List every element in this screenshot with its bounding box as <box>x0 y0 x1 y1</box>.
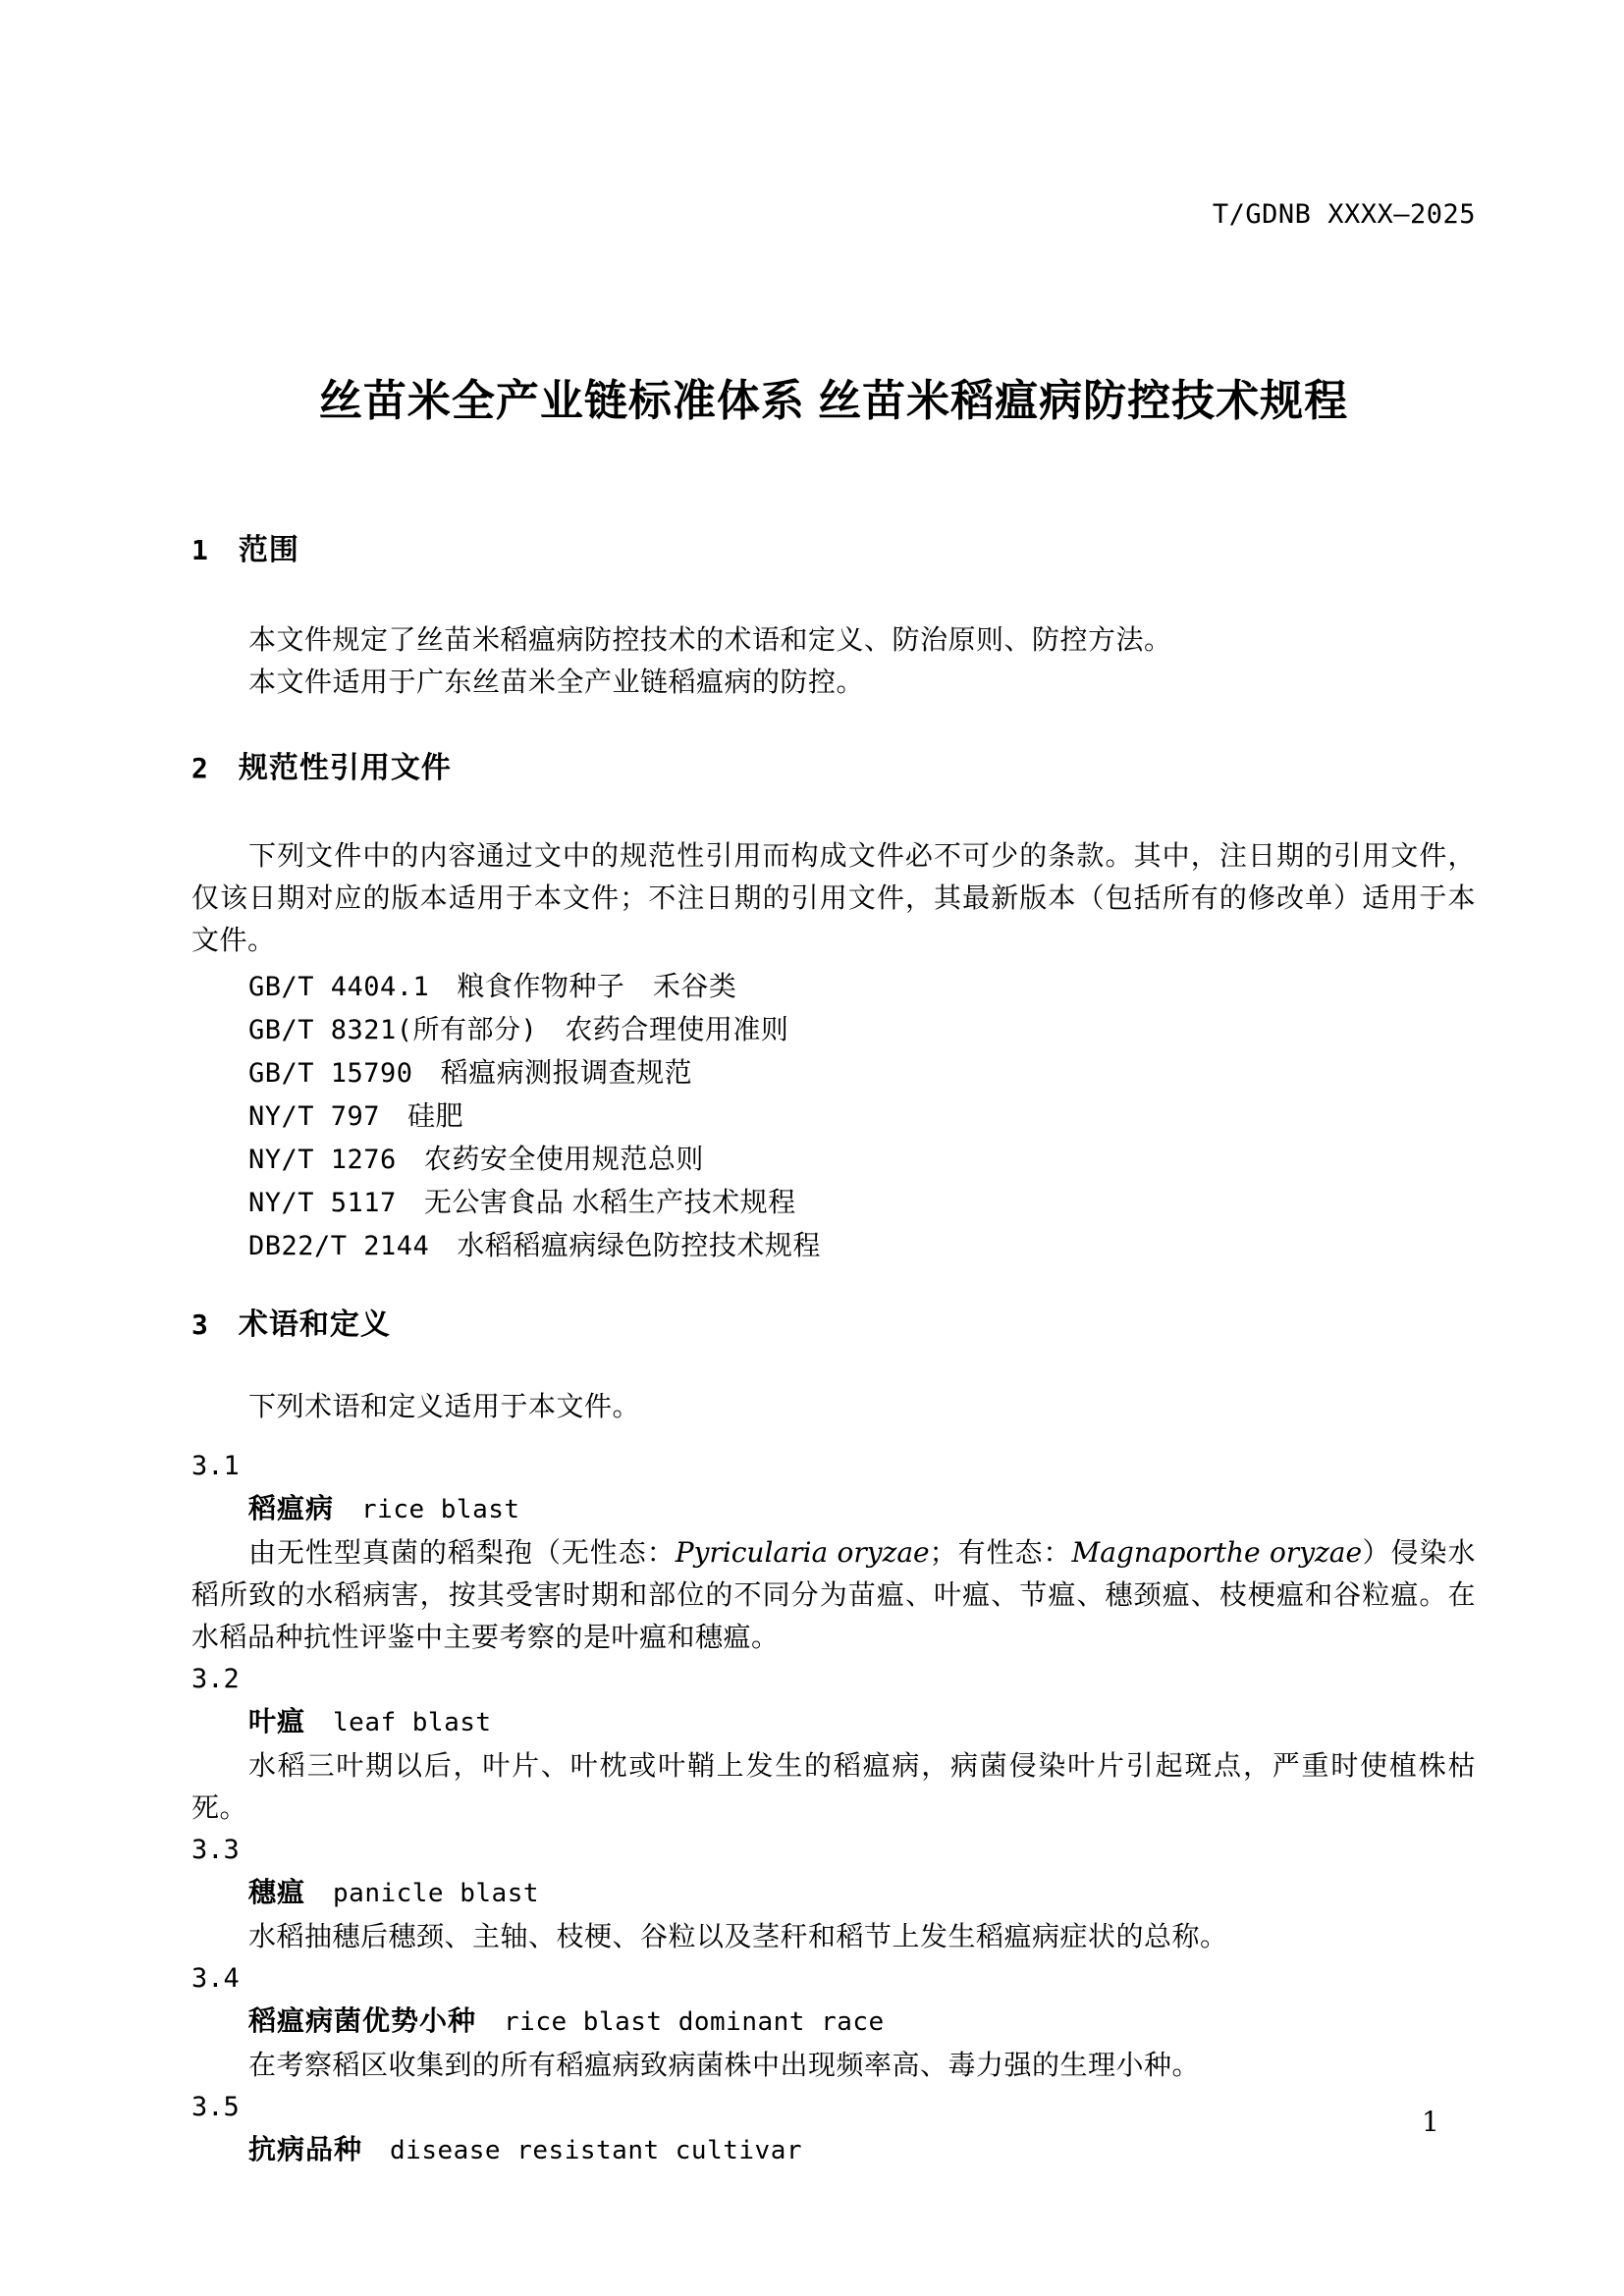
paragraph: 本文件规定了丝苗米稻瘟病防控技术的术语和定义、防治原则、防控方法。 <box>248 624 1172 655</box>
reference-code: NY/T 5117 <box>248 1188 397 1218</box>
term-entry-3-2 <box>191 1658 1476 1829</box>
term-en: disease resistant cultivar <box>390 2136 803 2165</box>
reference-code: NY/T 797 <box>248 1101 381 1132</box>
reference-title: 稻瘟病测报调查规范 <box>440 1057 693 1088</box>
section-3-heading <box>191 1308 1476 1343</box>
term-definition <box>191 1531 1476 1658</box>
reference-title: 农药合理使用准则 <box>565 1014 789 1044</box>
section-number: 1 <box>191 534 209 566</box>
latin-species-name: Pyricularia oryzae <box>675 1536 930 1569</box>
term-line <box>191 1700 1476 1744</box>
term-zh: 稻瘟病 <box>248 1493 335 1523</box>
section-2-heading <box>191 751 1476 786</box>
reference-code: DB22/T 2144 <box>248 1231 430 1261</box>
term-number: 3.2 <box>191 1664 240 1694</box>
term-zh: 抗病品种 <box>248 2134 363 2164</box>
reference-code: NY/T 1276 <box>248 1145 397 1175</box>
reference-item <box>191 1138 1476 1181</box>
term-en: panicle blast <box>333 1879 540 1908</box>
latin-species-name: Magnaporthe oryzae <box>1071 1536 1363 1569</box>
term-line <box>191 2128 1476 2172</box>
term-definition: 水稻抽穗后穗颈、主轴、枝梗、谷粒以及茎秆和稻节上发生稻瘟病症状的总称。 <box>248 1921 1228 1951</box>
reference-title: 硅肥 <box>407 1100 464 1131</box>
definition-text: ）侵染水稻所致的水稻病害，按其受害时期和部位的不同分为苗瘟、叶瘟、节瘟、穗颈瘟、枝梗瘟和谷粒瘟。在水稻品种抗性评鉴中主要考察的是叶瘟和穗瘟。 <box>191 1537 1476 1652</box>
term-en: rice blast <box>361 1495 520 1524</box>
reference-title: 粮食作物种子 禾谷类 <box>457 971 737 1001</box>
terms-intro: 下列术语和定义适用于本文件。 <box>248 1391 641 1421</box>
term-entry-3-4 <box>191 1957 1476 2086</box>
section-number: 3 <box>191 1308 209 1341</box>
term-number: 3.4 <box>191 1963 240 1994</box>
reference-item <box>191 1008 1476 1051</box>
document-title: 丝苗米全产业链标准体系 丝苗米稻瘟病防控技术规程 <box>318 377 1349 425</box>
reference-code: GB/T 8321(所有部分) <box>248 1015 538 1045</box>
reference-item <box>191 1051 1476 1095</box>
term-zh: 稻瘟病菌优势小种 <box>248 2005 477 2036</box>
definition-text: ；有性态： <box>929 1537 1072 1568</box>
normative-references-intro: 下列文件中的内容通过文中的规范性引用而构成文件必不可少的条款。其中，注日期的引用文件，仅该日期对应的版本适用于本文件；不注日期的引用文件，其最新版本（包括所有的修改单）适用于本文件。 <box>191 840 1476 955</box>
reference-item <box>191 1181 1476 1224</box>
definition-text: 由无性型真菌的稻梨孢（无性态： <box>248 1537 676 1568</box>
normative-references-list <box>191 965 1476 1267</box>
term-line <box>191 2000 1476 2044</box>
page-number: 1 <box>1422 2106 1439 2138</box>
term-entry-3-5 <box>191 2086 1476 2172</box>
reference-item <box>191 1095 1476 1138</box>
reference-item <box>191 1224 1476 1267</box>
section-heading-text: 术语和定义 <box>238 1308 391 1341</box>
standard-code: T/GDNB XXXX—2025 <box>1212 199 1476 230</box>
term-line <box>191 1487 1476 1531</box>
terms-list <box>191 1445 1476 2172</box>
reference-title: 农药安全使用规范总则 <box>423 1144 704 1174</box>
term-number: 3.5 <box>191 2092 240 2122</box>
term-entry-3-1 <box>191 1445 1476 1658</box>
term-zh: 穗瘟 <box>248 1877 306 1907</box>
term-line <box>191 1871 1476 1915</box>
term-definition: 水稻三叶期以后，叶片、叶枕或叶鞘上发生的稻瘟病，病菌侵染叶片引起斑点，严重时使植株枯死。 <box>191 1750 1476 1823</box>
term-entry-3-3 <box>191 1829 1476 1957</box>
term-en: leaf blast <box>333 1708 492 1737</box>
term-number: 3.1 <box>191 1451 240 1481</box>
section-heading-text: 范围 <box>238 534 299 566</box>
term-definition: 在考察稻区收集到的所有稻瘟病致病菌株中出现频率高、毒力强的生理小种。 <box>248 2050 1201 2080</box>
reference-code: GB/T 15790 <box>248 1058 413 1089</box>
term-number: 3.3 <box>191 1835 240 1865</box>
scope-paragraphs <box>191 618 1476 703</box>
section-1-heading <box>191 533 1476 568</box>
section-number: 2 <box>191 752 209 784</box>
section-heading-text: 规范性引用文件 <box>238 752 452 784</box>
term-en: rice blast dominant race <box>504 2007 885 2037</box>
reference-code: GB/T 4404.1 <box>248 972 430 1002</box>
term-zh: 叶瘟 <box>248 1706 306 1736</box>
reference-title: 水稻稻瘟病绿色防控技术规程 <box>457 1230 821 1260</box>
paragraph: 本文件适用于广东丝苗米全产业链稻瘟病的防控。 <box>248 667 865 697</box>
reference-title: 无公害食品 水稻生产技术规程 <box>423 1187 796 1217</box>
reference-item <box>191 965 1476 1008</box>
